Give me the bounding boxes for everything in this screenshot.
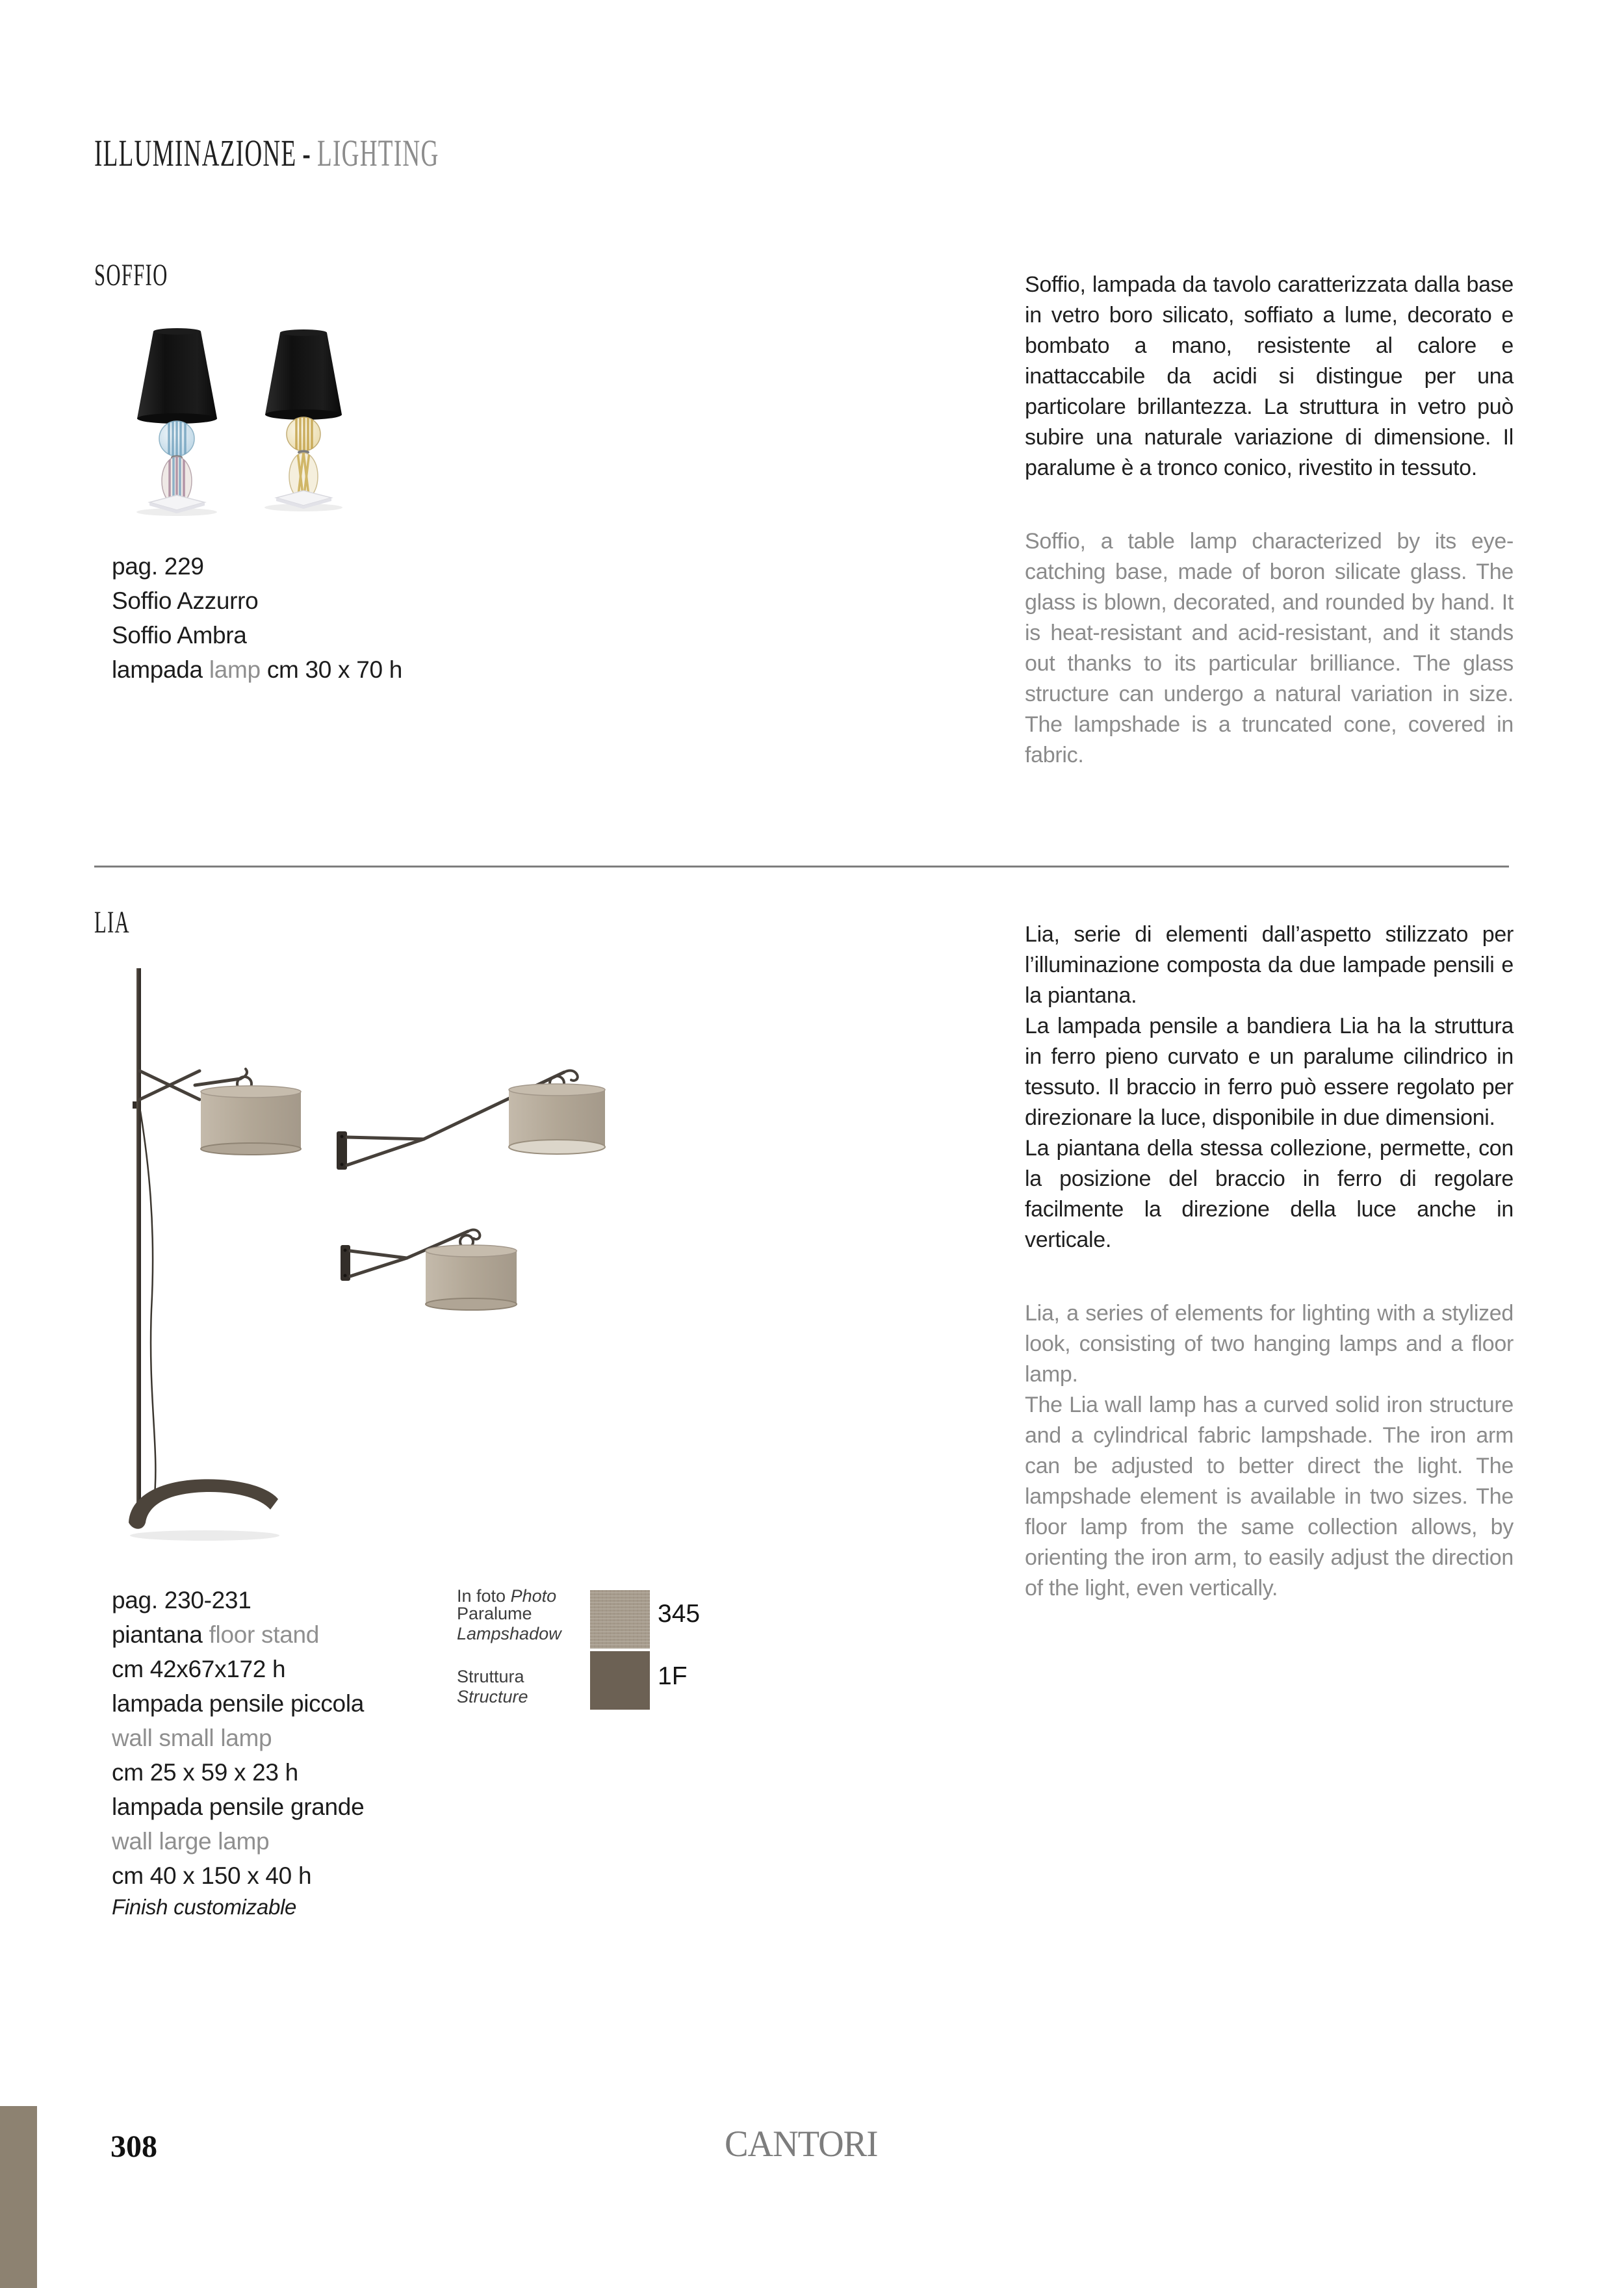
lia-wall-small-lamp	[341, 1229, 517, 1310]
lia-item1-dimensions: cm 42x67x172 h	[112, 1656, 286, 1682]
structure-label-english: Structure	[457, 1687, 528, 1706]
lia-description-english-p2: The Lia wall lamp has a curved solid iron structure and a cylindrical fabric lampshade. The iron arm can be adjusted to better direct the light. The lampshade element is available in two sizes. The floor lamp from the same collection allows, by orienting the iron arm, to easily adjust the direction of the light, even vertically.	[1025, 1393, 1514, 1600]
soffio-azzurro-lamp	[136, 328, 217, 516]
soffio-ambra-lamp	[264, 329, 342, 511]
soffio-variant-ambra: Soffio Ambra	[112, 622, 247, 649]
lia-page-ref: pag. 230-231	[112, 1587, 251, 1613]
page-title-english: LIGHTING	[317, 131, 439, 174]
soffio-specs	[112, 549, 402, 687]
soffio-variant-azzurro: Soffio Azzurro	[112, 587, 259, 614]
lampshade-label-english: Lampshadow	[457, 1624, 561, 1643]
lia-floor-lamp	[129, 968, 301, 1541]
soffio-product-image	[114, 304, 370, 519]
lia-wall-small-lampshade	[426, 1245, 517, 1310]
lia-item3-italian: lampada pensile grande	[112, 1793, 365, 1820]
soffio-dimensions-line	[112, 652, 402, 687]
lia-wall-large-lamp	[337, 1070, 605, 1170]
soffio-lamps-illustration	[114, 304, 370, 519]
soffio-description-italian: Soffio, lampada da tavolo caratterizzata dalla base in vetro boro silicato, soffiato a lume, decorato e bombato a mano, resistente al calore e inattaccabile da acidi si distingue per una particolare brillantezza. La struttura in vetro può subire una naturale variazione di dimensione. Il paralume è a tronco conico, rivestito in tessuto.	[1025, 272, 1514, 480]
lia-section-heading: LIA	[94, 905, 131, 940]
lia-item2-dimensions: cm 25 x 59 x 23 h	[112, 1759, 298, 1786]
lia-description-italian-p3: La piantana della stessa collezione, permette, con la posizione del braccio in ferro di regolare facilmente la direzione della luce anche in verticale.	[1025, 1136, 1514, 1252]
lampshade-color-swatch	[590, 1590, 650, 1649]
lia-wall-large-lampshade	[509, 1084, 605, 1154]
page-title	[94, 131, 633, 174]
lia-description-italian-p2: La lampada pensile a bandiera Lia ha la struttura in ferro pieno curvato e un paralume cilindrico in tessuto. Il braccio in ferro può essere regolato per direzionare la luce, disponibile in due dimensioni.	[1025, 1014, 1514, 1130]
lia-lamps-illustration	[117, 945, 682, 1547]
page-title-italian: ILLUMINAZIONE	[94, 131, 297, 174]
page-edge-bar	[0, 2106, 37, 2288]
lia-item3-dimensions: cm 40 x 150 x 40 h	[112, 1862, 312, 1889]
lia-item1-line	[112, 1617, 364, 1652]
photo-caption-italian: In foto	[457, 1586, 506, 1606]
soffio-description-column	[1025, 270, 1514, 771]
structure-swatch-label	[457, 1667, 528, 1707]
title-separator: -	[302, 131, 312, 174]
soffio-type-italian: lampada	[112, 656, 203, 683]
lia-product-image	[117, 945, 682, 1547]
lia-item1-italian: piantana	[112, 1621, 203, 1648]
brand-logo: CANTORI	[725, 2124, 878, 2165]
lia-description-english-p1: Lia, a series of elements for lighting with a stylized look, consisting of two hanging lamps and a floor lamp.	[1025, 1301, 1514, 1387]
lia-item1-english: floor stand	[209, 1621, 320, 1648]
lia-description-italian-p1: Lia, serie di elementi dall’aspetto stilizzato per l’illuminazione composta da due lampade pensili e la piantana.	[1025, 922, 1514, 1008]
soffio-type-english: lamp	[209, 656, 261, 683]
photo-caption-english: Photo	[510, 1586, 557, 1606]
structure-color-swatch	[590, 1651, 650, 1710]
structure-color-code: 1F	[658, 1662, 688, 1690]
soffio-description-english: Soffio, a table lamp characterized by its eye-catching base, made of boron silicate glass. The glass is blown, decorated, and rounded by hand. It is heat-resistant and acid-resistant, and it stands out thanks to its particular brilliance. The glass structure can undergo a natural variation in size. The lampshade is a truncated cone, covered in fabric.	[1025, 529, 1514, 767]
soffio-section-heading: SOFFIO	[94, 257, 168, 292]
soffio-dimensions: cm 30 x 70 h	[266, 656, 403, 683]
lia-item3-english: wall large lamp	[112, 1828, 270, 1855]
page-number: 308	[110, 2129, 157, 2164]
structure-label-italian: Struttura	[457, 1667, 524, 1686]
lia-finish-note: Finish customizable	[112, 1895, 297, 1919]
lia-item2-english: wall small lamp	[112, 1725, 272, 1751]
section-divider	[94, 866, 1509, 868]
lia-item2-italian: lampada pensile piccola	[112, 1690, 365, 1717]
lampshade-label-italian: Paralume	[457, 1604, 532, 1623]
lampshade-swatch-label	[457, 1604, 561, 1644]
lia-description-column	[1025, 919, 1514, 1604]
soffio-page-ref: pag. 229	[112, 553, 204, 580]
lia-specs	[112, 1583, 364, 1922]
lampshade-color-code: 345	[658, 1600, 701, 1628]
lia-floor-lampshade	[201, 1086, 301, 1155]
